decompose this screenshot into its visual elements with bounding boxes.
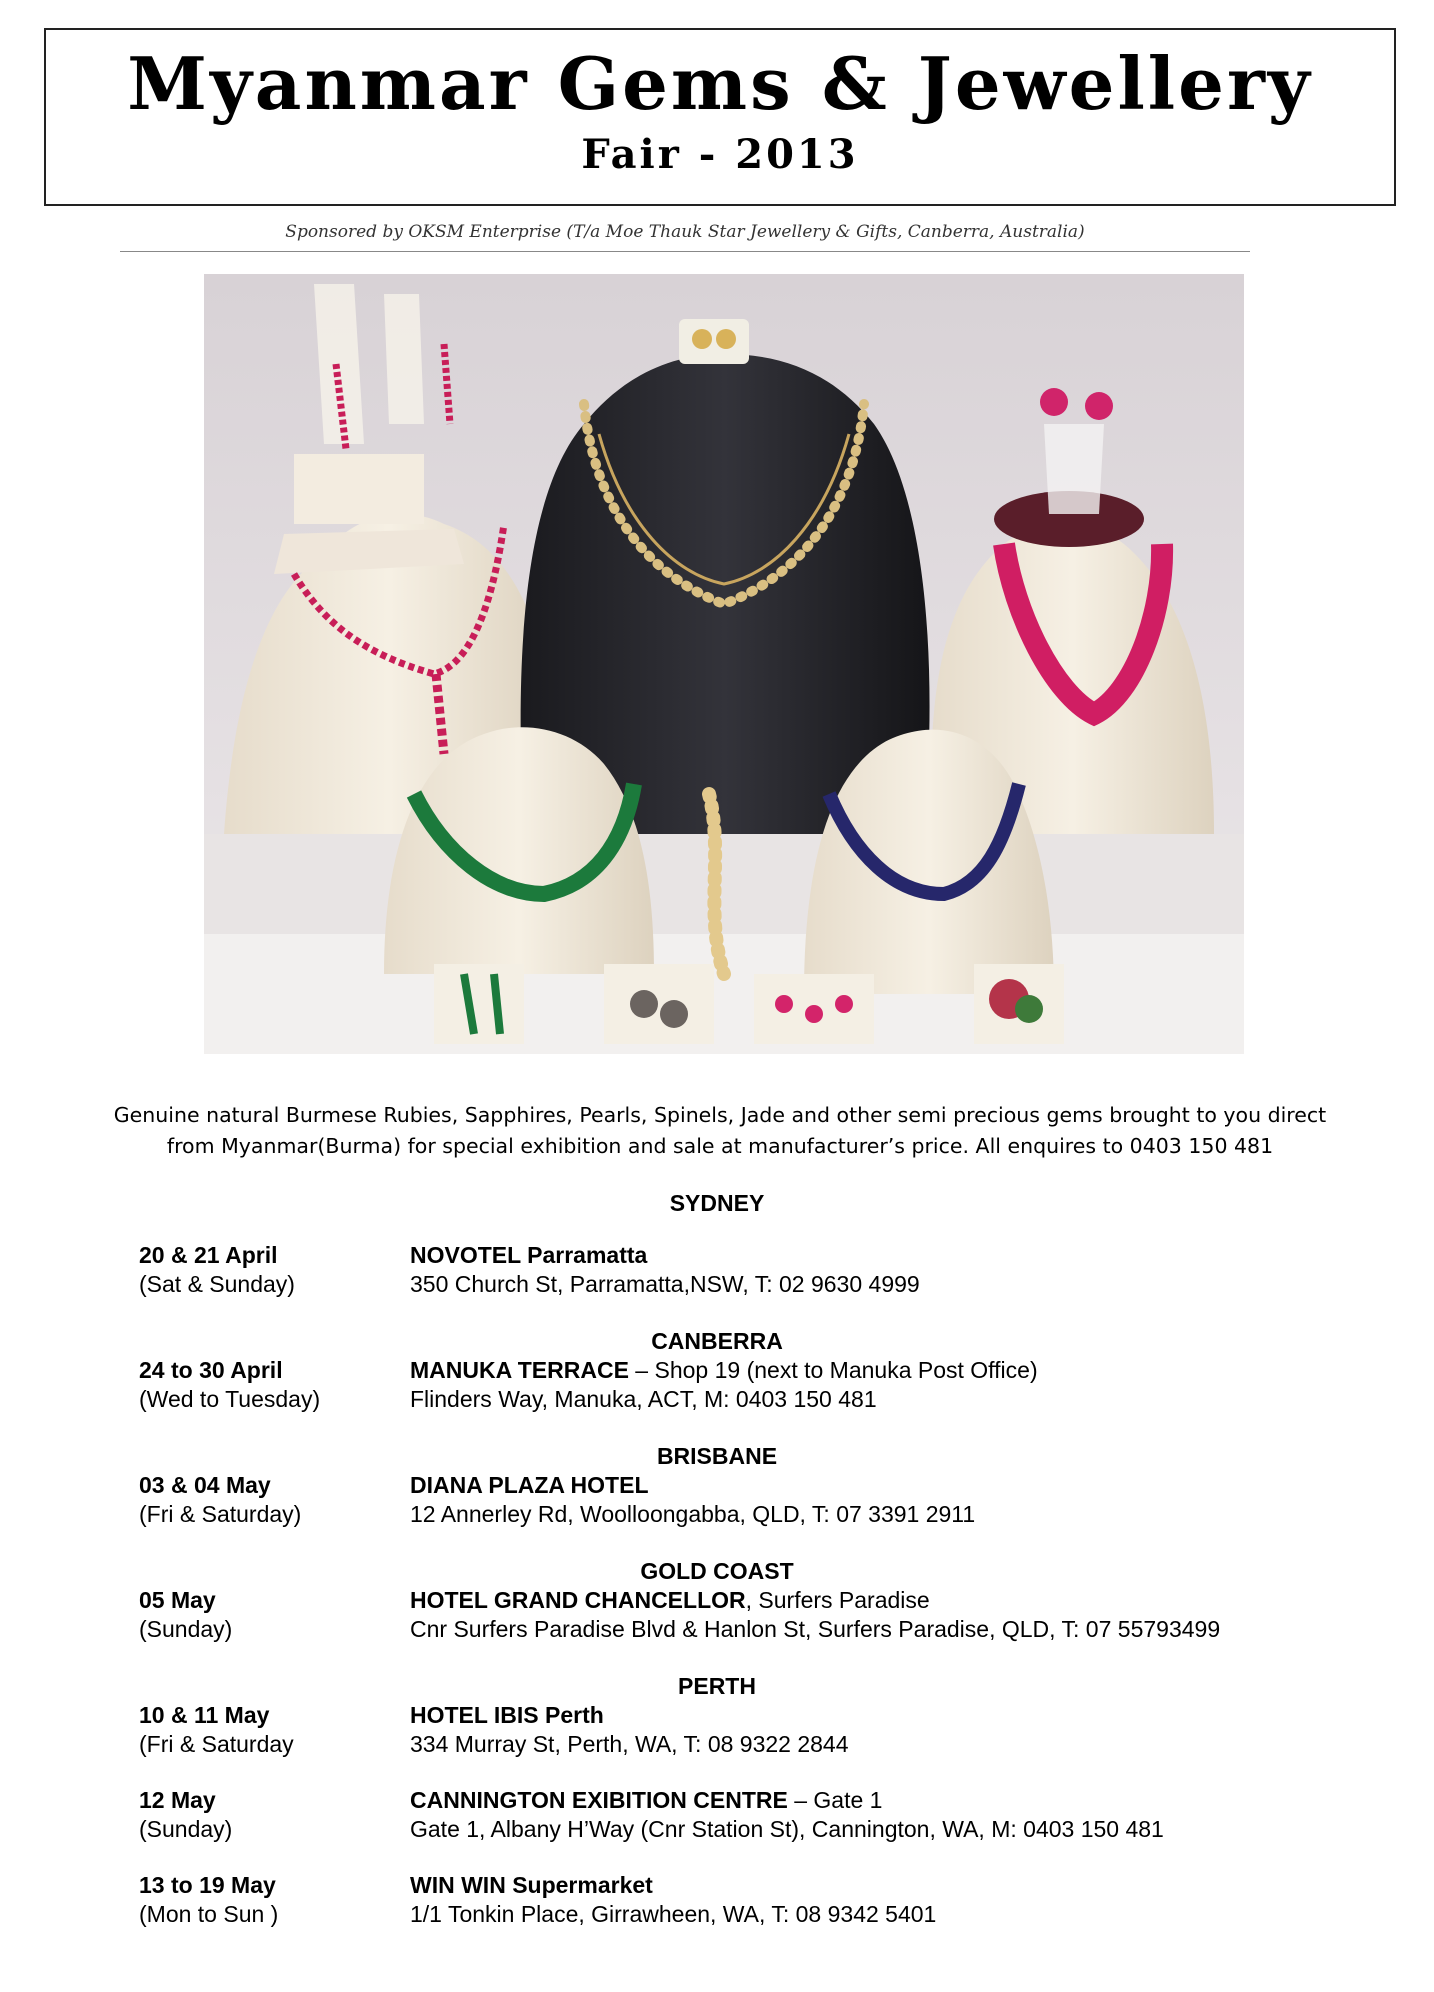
- divider: [120, 251, 1250, 252]
- venue-name: DIANA PLAZA HOTEL: [410, 1472, 649, 1498]
- venue-address: 12 Annerley Rd, Woolloongabba, QLD, T: 07 3391 2911: [410, 1501, 976, 1527]
- event-days-label: (Sunday): [139, 1816, 233, 1842]
- venue-extra: – Shop 19 (next to Manuka Post Office): [628, 1357, 1038, 1383]
- event-days-label: (Mon to Sun ): [139, 1901, 279, 1927]
- venue-address: Cnr Surfers Paradise Blvd & Hanlon St, Surfers Paradise, QLD, T: 07 55793499: [410, 1616, 1221, 1642]
- event-days-label: (Sunday): [139, 1616, 233, 1642]
- event-date: [139, 1871, 399, 1929]
- event-date-label: 24 to 30 April: [139, 1357, 283, 1383]
- event-date-label: 10 & 11 May: [139, 1702, 270, 1728]
- event-days-label: (Sat & Sunday): [139, 1271, 295, 1297]
- city-heading-canberra: CANBERRA: [651, 1328, 783, 1354]
- venue-address: 1/1 Tonkin Place, Girrawheen, WA, T: 08 9342 5401: [410, 1901, 937, 1927]
- sponsor-line: Sponsored by OKSM Enterprise (T/a Moe Thauk Star Jewellery & Gifts, Canberra, Australia): [285, 222, 1085, 242]
- jewellery-display-photo: [204, 274, 1244, 1054]
- event-date: [139, 1701, 399, 1759]
- title-box: [44, 28, 1396, 206]
- page-title: Myanmar Gems & Jewellery: [127, 41, 1313, 126]
- intro-line-1: Genuine natural Burmese Rubies, Sapphires, Pearls, Spinels, Jade and other semi precious gems brought to you direct: [113, 1103, 1327, 1127]
- event-date: [139, 1786, 399, 1844]
- event-date-label: 12 May: [139, 1787, 216, 1813]
- venue-name: HOTEL IBIS Perth: [410, 1702, 604, 1728]
- city-heading-brisbane: BRISBANE: [656, 1443, 778, 1469]
- event-days-label: (Wed to Tuesday): [139, 1386, 321, 1412]
- venue-name: WIN WIN Supermarket: [410, 1872, 653, 1898]
- event-venue: [410, 1356, 1420, 1414]
- intro-text: [80, 1100, 1360, 1162]
- event-date: [139, 1586, 399, 1644]
- venue-name: CANNINGTON EXIBITION CENTRE: [410, 1787, 788, 1813]
- venue-name: MANUKA TERRACE: [410, 1357, 629, 1383]
- event-venue: [410, 1471, 1420, 1529]
- intro-line-2: from Myanmar(Burma) for special exhibition and sale at manufacturer’s price. All enquires to 0403 150 481: [166, 1134, 1274, 1158]
- venue-extra: , Surfers Paradise: [745, 1587, 930, 1613]
- event-date-label: 05 May: [139, 1587, 216, 1613]
- city-heading-sydney: SYDNEY: [669, 1190, 765, 1216]
- venue-address: 350 Church St, Parramatta,NSW, T: 02 9630 4999: [410, 1271, 920, 1297]
- event-venue: [410, 1701, 1420, 1759]
- event-days-label: (Fri & Saturday): [139, 1501, 302, 1527]
- event-venue: [410, 1871, 1420, 1929]
- event-date-label: 13 to 19 May: [139, 1872, 276, 1898]
- event-date: [139, 1241, 399, 1299]
- venue-address: Flinders Way, Manuka, ACT, M: 0403 150 481: [410, 1386, 877, 1412]
- event-days-label: (Fri & Saturday: [139, 1731, 294, 1757]
- city-heading-perth: PERTH: [678, 1673, 756, 1699]
- venue-address: 334 Murray St, Perth, WA, T: 08 9322 2844: [410, 1731, 849, 1757]
- venue-name: HOTEL GRAND CHANCELLOR: [410, 1587, 746, 1613]
- event-venue: [410, 1586, 1420, 1644]
- event-date: [139, 1356, 399, 1414]
- venue-extra: – Gate 1: [787, 1787, 883, 1813]
- page-subtitle: Fair - 2013: [581, 131, 859, 179]
- event-date-label: 20 & 21 April: [139, 1242, 278, 1268]
- event-venue: [410, 1786, 1420, 1844]
- venue-name: NOVOTEL Parramatta: [410, 1242, 648, 1268]
- event-venue: [410, 1241, 1420, 1299]
- city-heading-gold-coast: GOLD COAST: [640, 1558, 794, 1584]
- venue-address: Gate 1, Albany H’Way (Cnr Station St), Cannington, WA, M: 0403 150 481: [410, 1816, 1164, 1842]
- event-date: [139, 1471, 399, 1529]
- event-date-label: 03 & 04 May: [139, 1472, 271, 1498]
